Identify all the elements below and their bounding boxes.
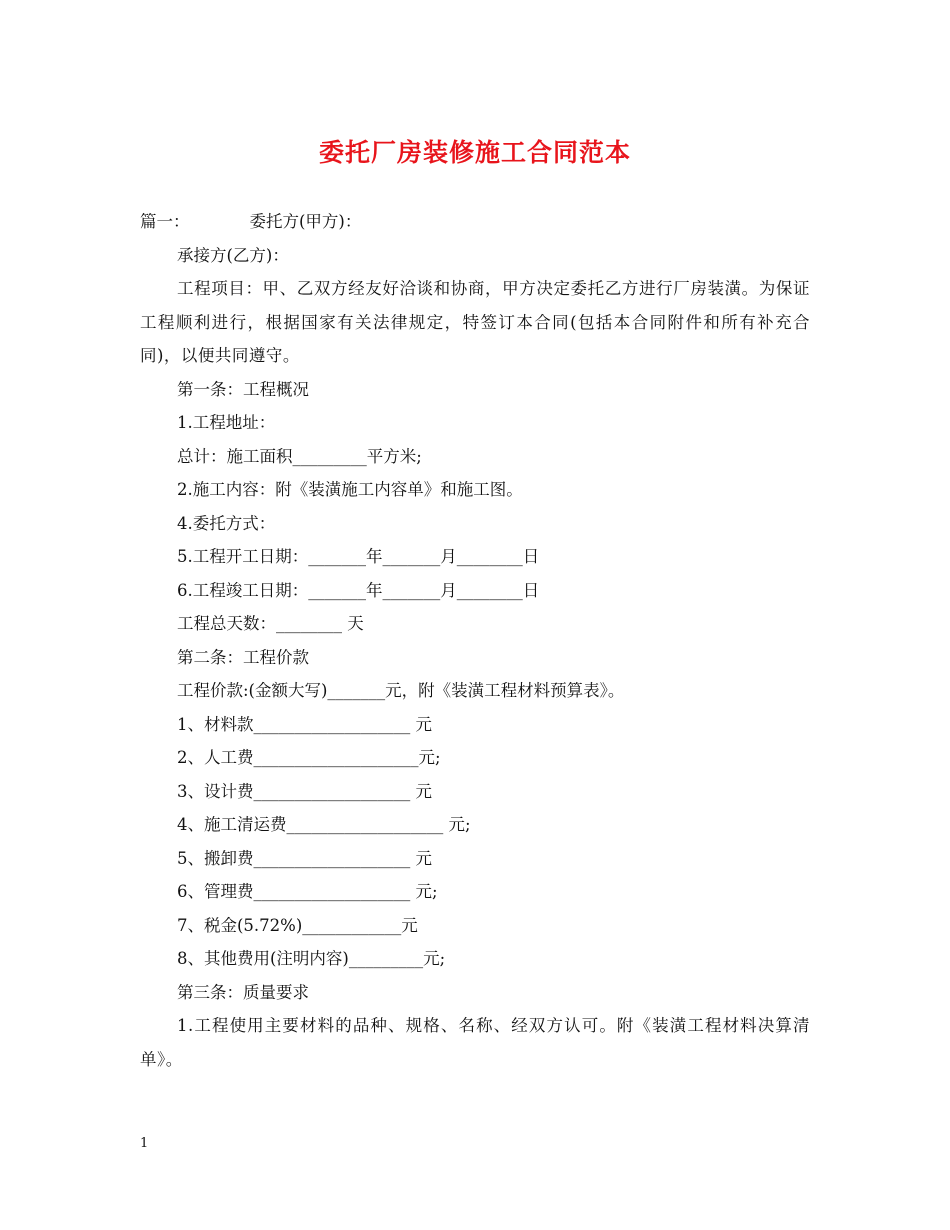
part-label: 篇一： [140,212,190,231]
intro-line [140,205,810,239]
section-2-heading: 第二条：工程价款 [177,647,309,667]
project-price-line: 工程价款:(金额大写)_______元，附《装潢工程材料预算表》。 [177,681,625,700]
section-3-heading: 第三条：质量要求 [177,982,309,1002]
design-fee-line: 3、设计费___________________ 元 [177,781,432,801]
handling-fee-line: 5、搬卸费___________________ 元 [177,848,432,868]
document-title: 委托厂房装修施工合同范本 [318,138,631,167]
labor-cost-line: 2、人工费____________________元; [177,748,441,767]
contractor-label: 承接方(乙方)： [177,245,289,265]
cleanup-fee-line: 4、施工清运费___________________ 元; [177,815,471,834]
section-1-heading: 第一条：工程概况 [177,379,309,399]
construction-content-line: 2.施工内容：附《装潢施工内容单》和施工图。 [177,480,523,499]
total-days-line: 工程总天数：________ 天 [177,614,364,633]
document-body [140,205,810,1076]
construction-area-line: 总计：施工面积_________平方米; [177,446,422,466]
project-paragraph: 工程项目：甲、乙双方经友好洽谈和协商，甲方决定委托乙方进行厂房装潢。为保证工程顺利进行，根据国家有关法律规定，特签订本合同(包括本合同附件和所有补充合同)，以便共同遵守。 [140,279,810,365]
commission-method-line: 4.委托方式： [177,513,276,533]
client-label: 委托方(甲方)： [249,212,362,231]
other-fees-line: 8、其他费用(注明内容)_________元; [177,949,446,968]
material-cost-line: 1、材料款___________________ 元 [177,714,432,734]
quality-paragraph: 1.工程使用主要材料的品种、规格、名称、经双方认可。附《装潢工程材料决算清单》。 [140,1016,810,1069]
management-fee-line: 6、管理费___________________ 元; [177,882,438,901]
project-address-line: 1.工程地址： [177,413,276,432]
completion-date-line: 6.工程竣工日期：_______年_______月________日 [177,580,540,600]
start-date-line: 5.工程开工日期：_______年_______月________日 [177,547,540,566]
tax-line: 7、税金(5.72%)____________元 [177,915,418,935]
page-number: 1 [140,1136,149,1151]
